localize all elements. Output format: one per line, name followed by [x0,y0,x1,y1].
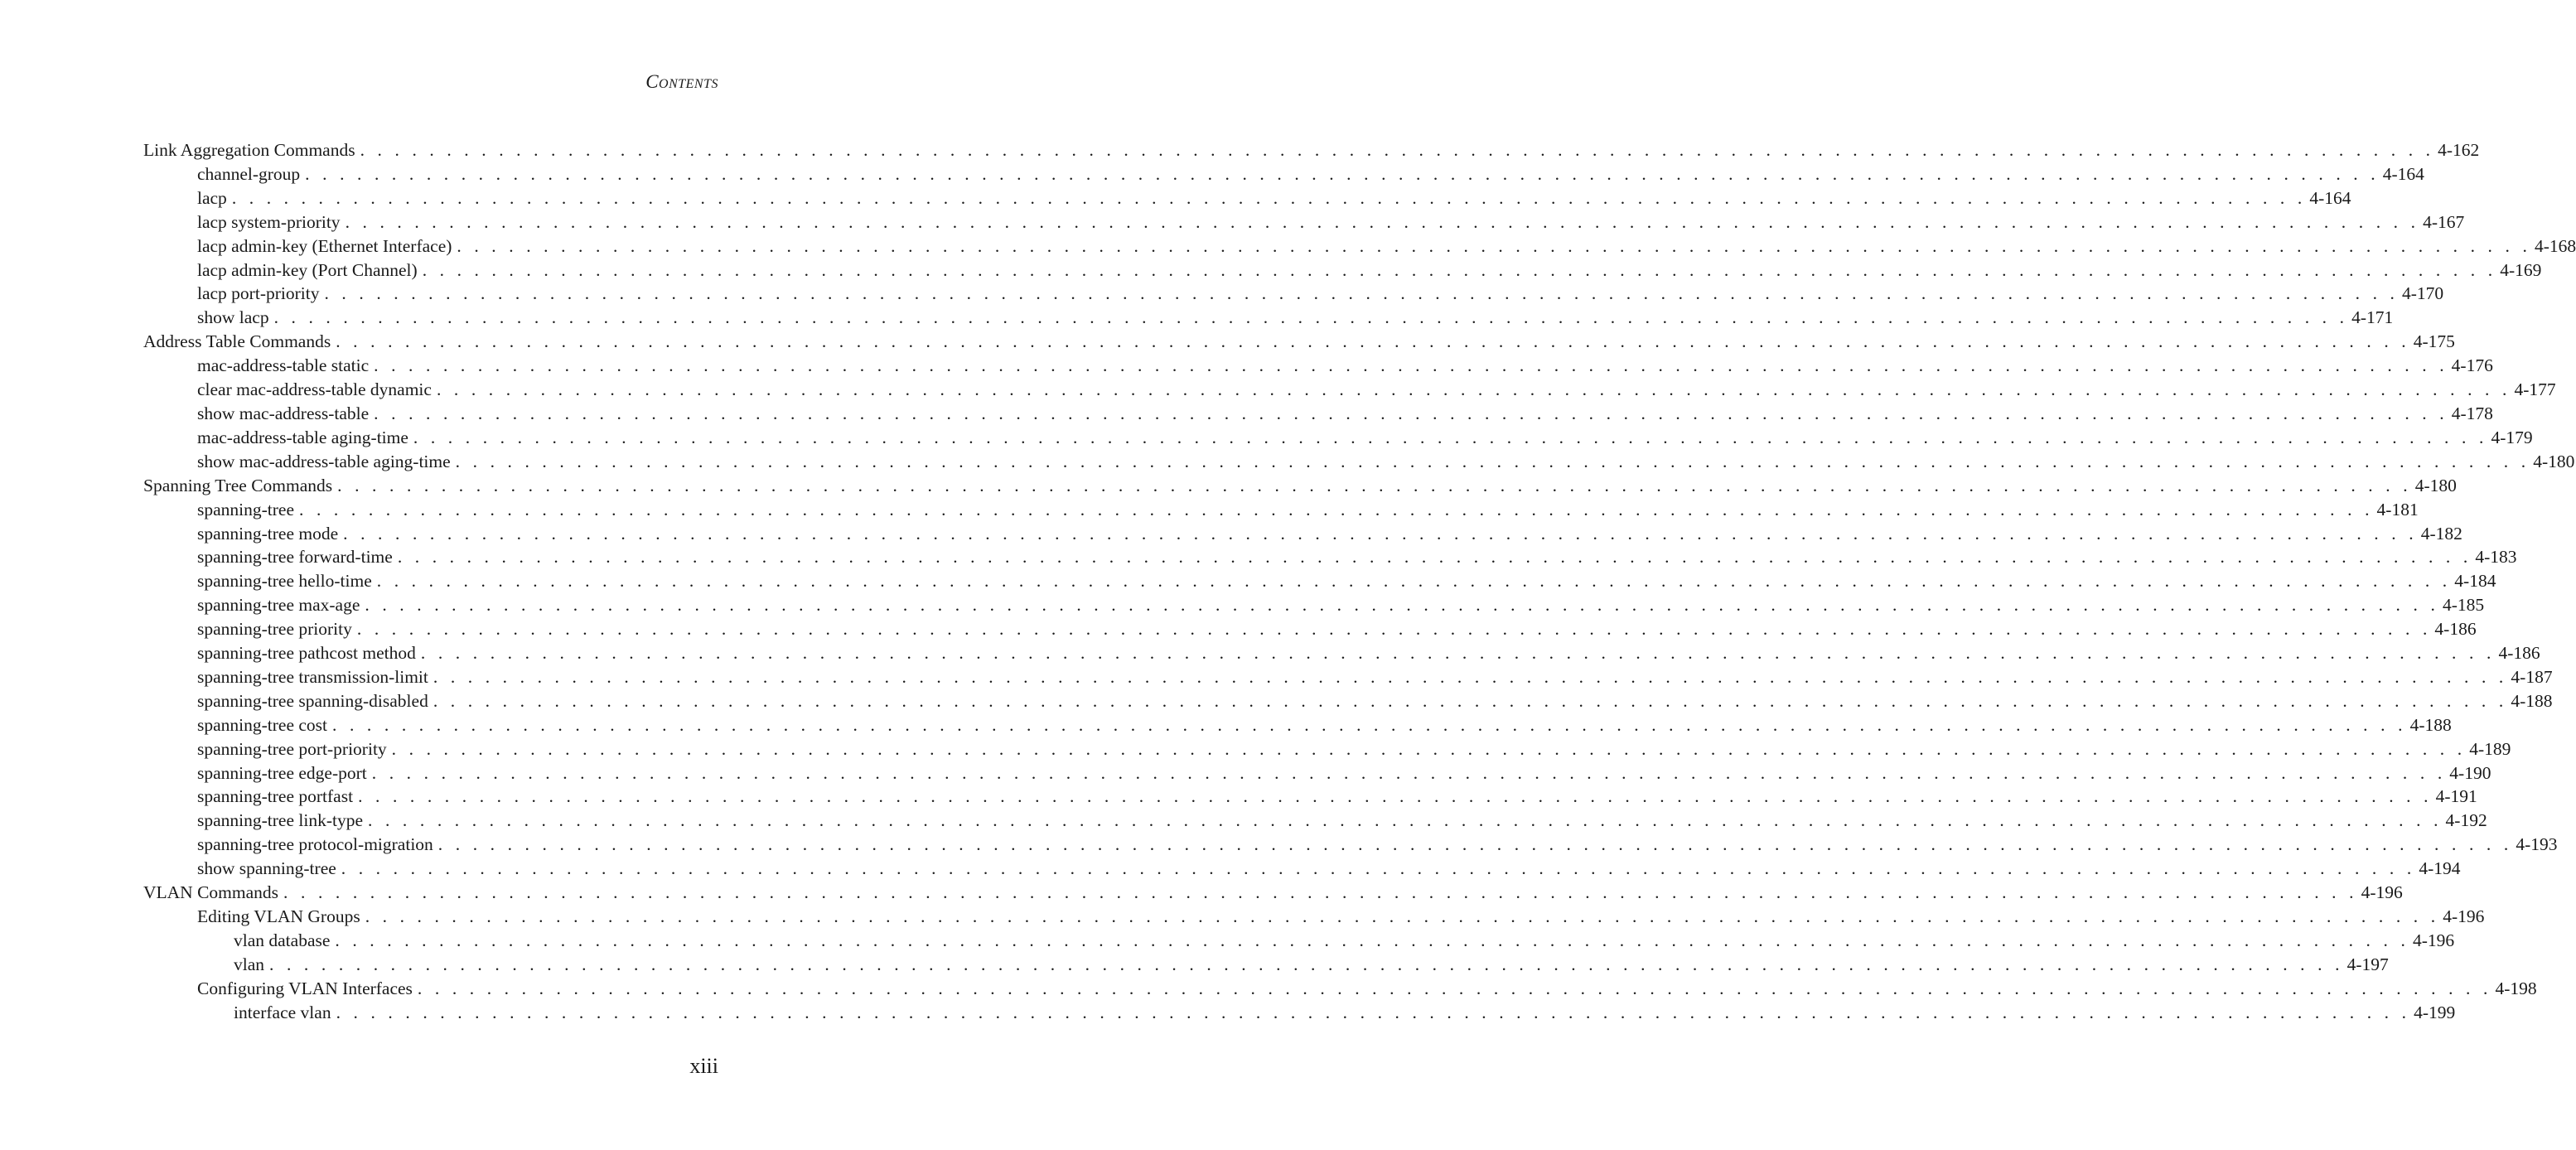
toc-entry-page: 4-171 [2351,307,2394,328]
toc-entry[interactable] [143,306,2394,330]
toc-entry-label: show lacp [197,307,269,328]
toc-entry[interactable] [143,498,2419,522]
toc-entry[interactable] [143,857,2461,881]
toc-entry-page: 4-193 [2516,834,2558,855]
toc-entry[interactable] [143,593,2485,617]
dot-leader: . . . . . . . . . . . . . . . . . . . . . . . . . . . . . . . . . . . . . . . . . . . . . . . . . . . . . . . . . . . . . . . . . . . . . . . . . . . . . . . . . . . . . . . . . . . . . . . . . . . . . . . . . . . . . . . . . . . . . . . . [371,762,2447,783]
toc-entry-label: VLAN Commands [143,882,279,903]
toc-entry-label: lacp port-priority [197,283,320,304]
toc-entry-page: 4-182 [2420,523,2462,544]
toc-entry-label: spanning-tree [197,499,295,519]
toc-entry-label: spanning-tree priority [197,619,352,640]
toc-entry-label: lacp admin-key (Port Channel) [197,259,418,280]
toc-entry[interactable] [143,378,2556,402]
toc-entry-label: mac-address-table aging-time [197,427,408,447]
toc-entry[interactable] [143,138,2480,162]
toc-entry-page: 4-177 [2514,379,2556,400]
toc-entry[interactable] [143,330,2455,354]
dot-leader: . . . . . . . . . . . . . . . . . . . . . . . . . . . . . . . . . . . . . . . . . . . . . . . . . . . . . . . . . . . . . . . . . . . . . . . . . . . . . . . . . . . . . . . . . . . . . . . . . . . . . . . . . . . . . . . . . . . . . . . . [336,331,2410,352]
dot-leader: . . . . . . . . . . . . . . . . . . . . . . . . . . . . . . . . . . . . . . . . . . . . . . . . . . . . . . . . . . . . . . . . . . . . . . . . . . . . . . . . . . . . . . . . . . . . . . . . . . . . . . . . . . . . . . . . . . . . . . . . [343,523,2418,544]
toc-entry-label: Configuring VLAN Interfaces [197,978,413,998]
toc-entry-page: 4-196 [2361,882,2403,903]
toc-entry[interactable] [143,713,2452,737]
dot-leader: . . . . . . . . . . . . . . . . . . . . . . . . . . . . . . . . . . . . . . . . . . . . . . . . . . . . . . . . . . . . . . . . . . . . . . . . . . . . . . . . . . . . . . . . . . . . . . . . . . . . . . . . . . . . . . . . . . . . . . . . [422,259,2497,280]
dot-leader: . . . . . . . . . . . . . . . . . . . . . . . . . . . . . . . . . . . . . . . . . . . . . . . . . . . . . . . . . . . . . . . . . . . . . . . . . . . . . . . . . . . . . . . . . . . . . . . . . . . . . . . . . . . . . . . . . . . . . . . . [374,355,2448,376]
toc-entry-label: channel-group [197,163,301,184]
table-of-contents [143,138,2576,1025]
toc-entry-label: Spanning Tree Commands [143,475,333,495]
toc-entry-label: spanning-tree spanning-disabled [197,690,428,711]
toc-entry-label: show spanning-tree [197,858,336,879]
dot-leader: . . . . . . . . . . . . . . . . . . . . . . . . . . . . . . . . . . . . . . . . . . . . . . . . . . . . . . . . . . . . . . . . . . . . . . . . . . . . . . . . . . . . . . . . . . . . . . . . . . . . . . . . . . . . . . . . . . . . . . . . [360,140,2435,160]
dot-leader: . . . . . . . . . . . . . . . . . . . . . . . . . . . . . . . . . . . . . . . . . . . . . . . . . . . . . . . . . . . . . . . . . . . . . . . . . . . . . . . . . . . . . . . . . . . . . . . . . . . . . . . . . . . . . . . . . . . . . . . . [305,163,2380,184]
toc-entry-label: spanning-tree link-type [197,810,364,831]
dot-leader: . . . . . . . . . . . . . . . . . . . . . . . . . . . . . . . . . . . . . . . . . . . . . . . . . . . . . . . . . . . . . . . . . . . . . . . . . . . . . . . . . . . . . . . . . . . . . . . . . . . . . . . . . . . . . . . . . . . . . . . . [358,786,2433,807]
toc-entry-label: spanning-tree portfast [197,786,354,807]
toc-entry-page: 4-186 [2498,643,2540,664]
toc-entry[interactable] [143,186,2351,210]
toc-entry-label: show mac-address-table aging-time [197,451,451,471]
toc-entry-page: 4-191 [2435,786,2477,807]
dot-leader: . . . . . . . . . . . . . . . . . . . . . . . . . . . . . . . . . . . . . . . . . . . . . . . . . . . . . . . . . . . . . . . . . . . . . . . . . . . . . . . . . . . . . . . . . . . . . . . . . . . . . . . . . . . . . . . . . . . . . . . . [341,858,2416,879]
toc-entry-page: 4-187 [2511,666,2553,687]
toc-entry-page: 4-186 [2434,619,2477,640]
toc-entry[interactable] [143,665,2553,689]
toc-entry-label: spanning-tree port-priority [197,738,387,759]
dot-leader: . . . . . . . . . . . . . . . . . . . . . . . . . . . . . . . . . . . . . . . . . . . . . . . . . . . . . . . . . . . . . . . . . . . . . . . . . . . . . . . . . . . . . . . . . . . . . . . . . . . . . . . . . . . . . . . . . . . . . . . . [413,427,2488,447]
toc-entry-page: 4-185 [2442,595,2485,616]
dot-leader: . . . . . . . . . . . . . . . . . . . . . . . . . . . . . . . . . . . . . . . . . . . . . . . . . . . . . . . . . . . . . . . . . . . . . . . . . . . . . . . . . . . . . . . . . . . . . . . . . . . . . . . . . . . . . . . . . . . . . . . . [299,499,2374,519]
dot-leader: . . . . . . . . . . . . . . . . . . . . . . . . . . . . . . . . . . . . . . . . . . . . . . . . . . . . . . . . . . . . . . . . . . . . . . . . . . . . . . . . . . . . . . . . . . . . . . . . . . . . . . . . . . . . . . . . . . . . . . . . [356,619,2432,640]
dot-leader: . . . . . . . . . . . . . . . . . . . . . . . . . . . . . . . . . . . . . . . . . . . . . . . . . . . . . . . . . . . . . . . . . . . . . . . . . . . . . . . . . . . . . . . . . . . . . . . . . . . . . . . . . . . . . . . . . . . . . . . . [417,978,2492,998]
toc-entry-page: 4-198 [2495,978,2537,998]
toc-entry-label: spanning-tree transmission-limit [197,666,428,687]
toc-entry-label: spanning-tree cost [197,714,328,735]
toc-entry[interactable] [143,402,2493,426]
toc-entry-label: Editing VLAN Groups [197,906,360,926]
toc-entry-label: spanning-tree mode [197,523,339,544]
dot-leader: . . . . . . . . . . . . . . . . . . . . . . . . . . . . . . . . . . . . . . . . . . . . . . . . . . . . . . . . . . . . . . . . . . . . . . . . . . . . . . . . . . . . . . . . . . . . . . . . . . . . . . . . . . . . . . . . . . . . . . . . [273,307,2349,328]
toc-entry[interactable] [143,881,2403,905]
toc-entry-page: 4-192 [2445,810,2487,831]
toc-entry-label: Link Aggregation Commands [143,140,355,160]
dot-leader: . . . . . . . . . . . . . . . . . . . . . . . . . . . . . . . . . . . . . . . . . . . . . . . . . . . . . . . . . . . . . . . . . . . . . . . . . . . . . . . . . . . . . . . . . . . . . . . . . . . . . . . . . . . . . . . . . . . . . . . . [335,930,2409,950]
toc-entry-page: 4-196 [2412,930,2455,950]
dot-leader: . . . . . . . . . . . . . . . . . . . . . . . . . . . . . . . . . . . . . . . . . . . . . . . . . . . . . . . . . . . . . . . . . . . . . . . . . . . . . . . . . . . . . . . . . . . . . . . . . . . . . . . . . . . . . . . . . . . . . . . . [283,882,2358,903]
dot-leader: . . . . . . . . . . . . . . . . . . . . . . . . . . . . . . . . . . . . . . . . . . . . . . . . . . . . . . . . . . . . . . . . . . . . . . . . . . . . . . . . . . . . . . . . . . . . . . . . . . . . . . . . . . . . . . . . . . . . . . . . [397,547,2472,568]
toc-entry[interactable] [143,737,2511,761]
toc-entry-page: 4-189 [2469,738,2511,759]
page-number: xiii [689,1054,718,1078]
toc-entry[interactable] [143,929,2455,953]
toc-entry-page: 4-194 [2419,858,2461,879]
toc-entry-page: 4-175 [2413,331,2455,352]
toc-entry-label: vlan database [234,930,331,950]
dot-leader: . . . . . . . . . . . . . . . . . . . . . . . . . . . . . . . . . . . . . . . . . . . . . . . . . . . . . . . . . . . . . . . . . . . . . . . . . . . . . . . . . . . . . . . . . . . . . . . . . . . . . . . . . . . . . . . . . . . . . . . . [365,595,2439,616]
toc-entry-page: 4-196 [2443,906,2485,926]
toc-entry-page: 4-176 [2451,355,2493,376]
dot-leader: . . . . . . . . . . . . . . . . . . . . . . . . . . . . . . . . . . . . . . . . . . . . . . . . . . . . . . . . . . . . . . . . . . . . . . . . . . . . . . . . . . . . . . . . . . . . . . . . . . . . . . . . . . . . . . . . . . . . . . . . [374,403,2448,423]
toc-entry-label: lacp admin-key (Ethernet Interface) [197,235,452,256]
toc-entry-page: 4-183 [2475,547,2517,568]
toc-entry[interactable] [143,953,2389,977]
toc-entry[interactable] [143,761,2491,785]
toc-entry-page: 4-169 [2500,259,2542,280]
toc-entry-page: 4-184 [2454,571,2496,592]
dot-leader: . . . . . . . . . . . . . . . . . . . . . . . . . . . . . . . . . . . . . . . . . . . . . . . . . . . . . . . . . . . . . . . . . . . . . . . . . . . . . . . . . . . . . . . . . . . . . . . . . . . . . . . . . . . . . . . . . . . . . . . . [433,690,2508,711]
toc-entry[interactable] [143,450,2575,474]
toc-entry-page: 4-164 [2382,163,2424,184]
toc-entry[interactable] [143,282,2444,306]
dot-leader: . . . . . . . . . . . . . . . . . . . . . . . . . . . . . . . . . . . . . . . . . . . . . . . . . . . . . . . . . . . . . . . . . . . . . . . . . . . . . . . . . . . . . . . . . . . . . . . . . . . . . . . . . . . . . . . . . . . . . . . . [391,738,2467,759]
dot-leader: . . . . . . . . . . . . . . . . . . . . . . . . . . . . . . . . . . . . . . . . . . . . . . . . . . . . . . . . . . . . . . . . . . . . . . . . . . . . . . . . . . . . . . . . . . . . . . . . . . . . . . . . . . . . . . . . . . . . . . . . [420,643,2496,664]
dot-leader: . . . . . . . . . . . . . . . . . . . . . . . . . . . . . . . . . . . . . . . . . . . . . . . . . . . . . . . . . . . . . . . . . . . . . . . . . . . . . . . . . . . . . . . . . . . . . . . . . . . . . . . . . . . . . . . . . . . . . . . . [433,666,2508,687]
toc-entry-label: lacp system-priority [197,211,341,232]
running-head: Contents [645,71,718,92]
toc-entry[interactable] [143,474,2457,498]
toc-entry[interactable] [143,569,2496,593]
toc-entry[interactable] [143,1001,2456,1025]
toc-entry[interactable] [143,833,2558,857]
toc-entry[interactable] [143,426,2533,450]
toc-entry-page: 4-164 [2309,187,2351,208]
toc-entry[interactable] [143,234,2576,259]
dot-leader: . . . . . . . . . . . . . . . . . . . . . . . . . . . . . . . . . . . . . . . . . . . . . . . . . . . . . . . . . . . . . . . . . . . . . . . . . . . . . . . . . . . . . . . . . . . . . . . . . . . . . . . . . . . . . . . . . . . . . . . . [457,235,2531,256]
dot-leader: . . . . . . . . . . . . . . . . . . . . . . . . . . . . . . . . . . . . . . . . . . . . . . . . . . . . . . . . . . . . . . . . . . . . . . . . . . . . . . . . . . . . . . . . . . . . . . . . . . . . . . . . . . . . . . . . . . . . . . . . [345,211,2420,232]
toc-entry-label: vlan [234,954,265,974]
toc-entry[interactable] [143,354,2493,378]
toc-entry-page: 4-181 [2376,499,2419,519]
toc-entry-page: 4-162 [2438,140,2480,160]
dot-leader: . . . . . . . . . . . . . . . . . . . . . . . . . . . . . . . . . . . . . . . . . . . . . . . . . . . . . . . . . . . . . . . . . . . . . . . . . . . . . . . . . . . . . . . . . . . . . . . . . . . . . . . . . . . . . . . . . . . . . . . . [231,187,2307,208]
toc-entry-page: 4-180 [2533,451,2575,471]
toc-entry-page: 4-167 [2423,211,2465,232]
toc-entry-label: clear mac-address-table dynamic [197,379,432,400]
dot-leader: . . . . . . . . . . . . . . . . . . . . . . . . . . . . . . . . . . . . . . . . . . . . . . . . . . . . . . . . . . . . . . . . . . . . . . . . . . . . . . . . . . . . . . . . . . . . . . . . . . . . . . . . . . . . . . . . . . . . . . . . [336,1002,2411,1022]
toc-entry[interactable] [143,162,2424,186]
toc-entry-page: 4-199 [2414,1002,2456,1022]
toc-entry-page: 4-197 [2346,954,2389,974]
toc-entry[interactable] [143,809,2487,833]
dot-leader: . . . . . . . . . . . . . . . . . . . . . . . . . . . . . . . . . . . . . . . . . . . . . . . . . . . . . . . . . . . . . . . . . . . . . . . . . . . . . . . . . . . . . . . . . . . . . . . . . . . . . . . . . . . . . . . . . . . . . . . . [368,810,2443,831]
dot-leader: . . . . . . . . . . . . . . . . . . . . . . . . . . . . . . . . . . . . . . . . . . . . . . . . . . . . . . . . . . . . . . . . . . . . . . . . . . . . . . . . . . . . . . . . . . . . . . . . . . . . . . . . . . . . . . . . . . . . . . . . [269,954,2344,974]
toc-entry-page: 4-178 [2451,403,2493,423]
dot-leader: . . . . . . . . . . . . . . . . . . . . . . . . . . . . . . . . . . . . . . . . . . . . . . . . . . . . . . . . . . . . . . . . . . . . . . . . . . . . . . . . . . . . . . . . . . . . . . . . . . . . . . . . . . . . . . . . . . . . . . . . [455,451,2530,471]
toc-entry[interactable] [143,522,2462,546]
toc-entry-label: spanning-tree hello-time [197,571,372,592]
toc-entry[interactable] [143,617,2477,641]
dot-leader: . . . . . . . . . . . . . . . . . . . . . . . . . . . . . . . . . . . . . . . . . . . . . . . . . . . . . . . . . . . . . . . . . . . . . . . . . . . . . . . . . . . . . . . . . . . . . . . . . . . . . . . . . . . . . . . . . . . . . . . . [436,379,2511,400]
dot-leader: . . . . . . . . . . . . . . . . . . . . . . . . . . . . . . . . . . . . . . . . . . . . . . . . . . . . . . . . . . . . . . . . . . . . . . . . . . . . . . . . . . . . . . . . . . . . . . . . . . . . . . . . . . . . . . . . . . . . . . . . [332,714,2407,735]
toc-entry-page: 4-170 [2402,283,2444,304]
toc-entry-page: 4-168 [2534,235,2576,256]
toc-entry[interactable] [143,259,2542,283]
toc-entry-page: 4-179 [2491,427,2533,447]
dot-leader: . . . . . . . . . . . . . . . . . . . . . . . . . . . . . . . . . . . . . . . . . . . . . . . . . . . . . . . . . . . . . . . . . . . . . . . . . . . . . . . . . . . . . . . . . . . . . . . . . . . . . . . . . . . . . . . . . . . . . . . . [437,834,2513,855]
toc-entry-label: Address Table Commands [143,331,331,352]
toc-entry-label: spanning-tree edge-port [197,762,367,783]
toc-entry-label: show mac-address-table [197,403,370,423]
toc-entry-label: spanning-tree pathcost method [197,643,416,664]
dot-leader: . . . . . . . . . . . . . . . . . . . . . . . . . . . . . . . . . . . . . . . . . . . . . . . . . . . . . . . . . . . . . . . . . . . . . . . . . . . . . . . . . . . . . . . . . . . . . . . . . . . . . . . . . . . . . . . . . . . . . . . . [337,475,2412,495]
toc-entry-label: spanning-tree protocol-migration [197,834,433,855]
toc-entry[interactable] [143,689,2553,713]
toc-entry[interactable] [143,641,2540,665]
dot-leader: . . . . . . . . . . . . . . . . . . . . . . . . . . . . . . . . . . . . . . . . . . . . . . . . . . . . . . . . . . . . . . . . . . . . . . . . . . . . . . . . . . . . . . . . . . . . . . . . . . . . . . . . . . . . . . . . . . . . . . . . [324,283,2399,304]
toc-entry[interactable] [143,545,2517,569]
toc-entry[interactable] [143,977,2537,1001]
toc-entry-label: mac-address-table static [197,355,370,376]
dot-leader: . . . . . . . . . . . . . . . . . . . . . . . . . . . . . . . . . . . . . . . . . . . . . . . . . . . . . . . . . . . . . . . . . . . . . . . . . . . . . . . . . . . . . . . . . . . . . . . . . . . . . . . . . . . . . . . . . . . . . . . . [365,906,2440,926]
toc-entry-label: spanning-tree max-age [197,595,360,616]
toc-entry-label: interface vlan [234,1002,331,1022]
toc-entry-page: 4-188 [2409,714,2452,735]
toc-entry-label: spanning-tree forward-time [197,547,393,568]
dot-leader: . . . . . . . . . . . . . . . . . . . . . . . . . . . . . . . . . . . . . . . . . . . . . . . . . . . . . . . . . . . . . . . . . . . . . . . . . . . . . . . . . . . . . . . . . . . . . . . . . . . . . . . . . . . . . . . . . . . . . . . . [376,571,2452,592]
toc-entry-page: 4-180 [2414,475,2457,495]
toc-entry[interactable] [143,210,2465,234]
toc-entry[interactable] [143,905,2485,929]
toc-entry[interactable] [143,785,2477,809]
toc-entry-page: 4-190 [2449,762,2491,783]
toc-entry-page: 4-188 [2511,690,2553,711]
toc-entry-label: lacp [197,187,227,208]
